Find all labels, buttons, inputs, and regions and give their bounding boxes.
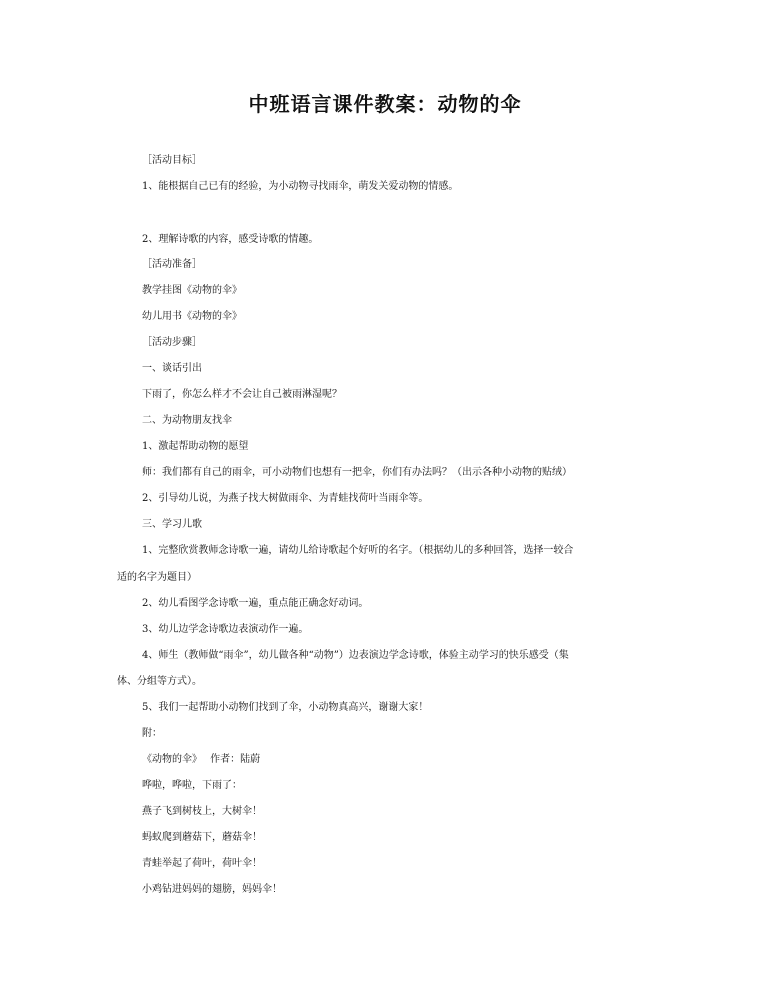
section-heading-preparation: ［活动准备］ (142, 259, 202, 270)
step-3-item-5: 5、我们一起帮助小动物们找到了伞，小动物真高兴，谢谢大家！ (142, 702, 429, 713)
step-3-heading: 三、学习儿歌 (142, 519, 202, 530)
preparation-line-1: 教学挂图《动物的伞》 (142, 285, 242, 296)
step-2-item-1-text: 师：我们都有自己的雨伞，可小动物们也想有一把伞，你们有办法吗？（出示各种小动物的贴绒） (142, 467, 572, 478)
step-3-item-2: 2、幼儿看图学念诗歌一遍，重点能正确念好动词。 (142, 598, 369, 609)
goal-line-2: 2、理解诗歌的内容，感受诗歌的情趣。 (142, 234, 319, 245)
poem-line-4: 青蛙举起了荷叶，荷叶伞！ (142, 858, 262, 869)
poem-title: 《动物的伞》 作者：陆蔚 (142, 754, 261, 765)
section-heading-steps: ［活动步骤］ (142, 337, 202, 348)
poem-line-5: 小鸡钻进妈妈的翅膀，妈妈伞！ (142, 884, 282, 895)
poem-line-2: 燕子飞到树枝上，大树伞！ (142, 806, 262, 817)
step-3-item-3: 3、幼儿边学念诗歌边表演动作一遍。 (142, 624, 309, 635)
step-3-item-1-line-1: 1、完整欣赏教师念诗歌一遍，请幼儿给诗歌起个好听的名字。（根据幼儿的多种回答，选择一较合 (142, 545, 574, 556)
step-2-heading: 二、为动物朋友找伞 (142, 415, 232, 426)
poem-line-3: 蚂蚁爬到蘑菇下，蘑菇伞！ (142, 832, 262, 843)
step-1-heading: 一、谈话引出 (142, 363, 202, 374)
step-1-text: 下雨了，你怎么样才不会让自己被雨淋湿呢？ (142, 389, 342, 400)
poem-line-1: 哗啦，哗啦，下雨了： (142, 780, 242, 791)
step-2-item-1: 1、激起帮助动物的愿望 (142, 441, 249, 452)
section-heading-goals: ［活动目标］ (142, 155, 202, 166)
step-3-item-1-line-2: 适的名字为题目） (117, 572, 197, 583)
preparation-line-2: 幼儿用书《动物的伞》 (142, 311, 242, 322)
step-3-item-4-line-2: 体、分组等方式）。 (117, 676, 202, 687)
document-title: 中班语言课件教案：动物的伞 (248, 92, 522, 116)
appendix-label: 附： (142, 728, 162, 739)
goal-line-1: 1、能根据自己已有的经验，为小动物寻找雨伞，萌发关爱动物的情感。 (142, 181, 459, 192)
step-3-item-4-line-1: 4、师生（教师做“雨伞”，幼儿做各种“动物”）边表演边学念诗歌，体验主动学习的快乐感受（集 (142, 650, 569, 661)
step-2-item-2: 2、引导幼儿说，为燕子找大树做雨伞、为青蛙找荷叶当雨伞等。 (142, 493, 429, 504)
